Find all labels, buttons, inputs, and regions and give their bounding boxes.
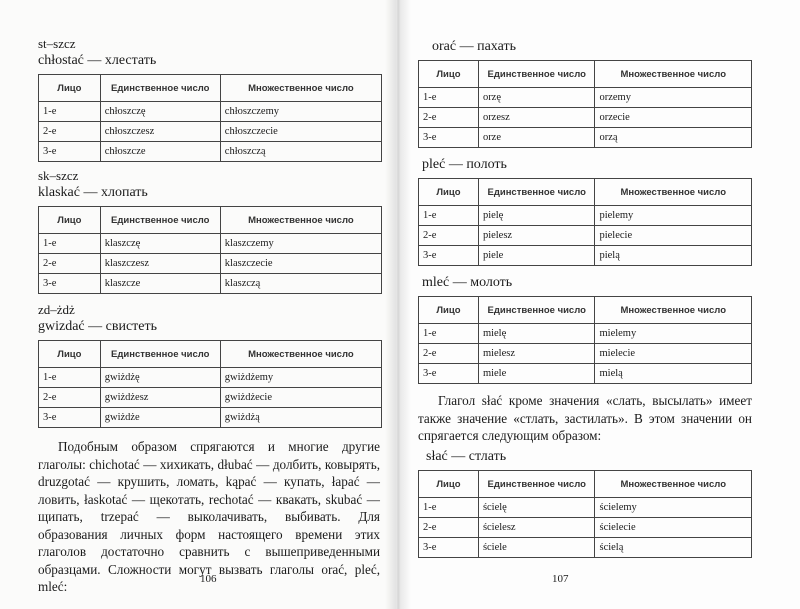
person-cell: 1-е <box>39 234 101 254</box>
plural-cell: pielą <box>595 246 752 266</box>
singular-cell: mielę <box>478 324 595 344</box>
conjugation-table <box>418 296 752 384</box>
conjugation-section <box>418 156 752 266</box>
header-person: Лицо <box>39 207 101 234</box>
conjugation-section <box>38 302 382 428</box>
table-header-row <box>419 179 752 206</box>
person-cell: 3-е <box>419 246 479 266</box>
person-cell: 1-е <box>419 498 479 518</box>
singular-cell: orzę <box>478 88 595 108</box>
header-person: Лицо <box>419 179 479 206</box>
table-row <box>419 324 752 344</box>
plural-cell: gwiżdżą <box>220 408 381 428</box>
header-singular: Единственное число <box>478 179 595 206</box>
table-header-row <box>39 207 382 234</box>
body-paragraph <box>418 392 752 445</box>
table-row <box>419 518 752 538</box>
table-row <box>419 88 752 108</box>
conjugation-table <box>418 60 752 148</box>
conjugation-table <box>38 74 382 162</box>
verb-heading: słać — стлать <box>426 449 507 464</box>
person-cell: 1-е <box>419 88 479 108</box>
verb-heading: mleć — молоть <box>422 275 513 290</box>
person-cell: 2-е <box>39 388 101 408</box>
table-header-row <box>419 471 752 498</box>
plural-cell: orzecie <box>595 108 752 128</box>
table-row <box>39 368 382 388</box>
singular-cell: gwiżdżę <box>100 368 220 388</box>
singular-cell: piele <box>478 246 595 266</box>
table-row <box>419 206 752 226</box>
verb-heading: klaskać — хлопать <box>38 185 148 200</box>
person-cell: 3-е <box>39 274 101 294</box>
plural-cell: orzą <box>595 128 752 148</box>
conjugation-table <box>418 470 752 558</box>
singular-cell: chłoszczesz <box>100 122 220 142</box>
conjugation-section <box>418 274 752 384</box>
table-row <box>39 142 382 162</box>
table-row <box>39 388 382 408</box>
person-cell: 3-е <box>419 538 479 558</box>
conjugation-table <box>38 340 382 428</box>
person-cell: 1-е <box>39 368 101 388</box>
body-paragraph <box>38 438 380 596</box>
verb-heading: chłostać — хлестать <box>38 53 157 68</box>
singular-cell: ściele <box>478 538 595 558</box>
conjugation-section <box>38 36 382 162</box>
plural-cell: orzemy <box>595 88 752 108</box>
alternation-label: zd–żdż <box>38 302 75 317</box>
alternation-label: st–szcz <box>38 36 76 51</box>
plural-cell: chłoszczecie <box>220 122 381 142</box>
person-cell: 3-е <box>419 128 479 148</box>
person-cell: 3-е <box>419 364 479 384</box>
header-plural: Множественное число <box>595 297 752 324</box>
page-number: 106 <box>200 573 217 585</box>
person-cell: 2-е <box>39 254 101 274</box>
table-row <box>419 108 752 128</box>
singular-cell: klaszczę <box>100 234 220 254</box>
singular-cell: gwiżdże <box>100 408 220 428</box>
header-plural: Множественное число <box>220 341 381 368</box>
paragraph-text: Подобным образом спрягаются и многие другие глаголы: chichotać — хихикать, dłubać — долбить, ковырять, druzgotać — крушить, ломать, kąpać — купать, łapać — ловить, łaskotać — щекотать, rechotać — квакать, skubać — щипать, trzepać — выколачивать, выбивать. Для образования личных форм настоящего времени этих глаголов достаточно сравнить с вышеприведенными образцами. Сложности могут вызвать глаголы orać, pleć, mleć: <box>38 439 380 594</box>
table-row <box>39 274 382 294</box>
person-cell: 3-е <box>39 408 101 428</box>
plural-cell: gwiżdżemy <box>220 368 381 388</box>
header-person: Лицо <box>419 471 479 498</box>
plural-cell: klaszczemy <box>220 234 381 254</box>
header-person: Лицо <box>419 297 479 324</box>
person-cell: 1-е <box>419 324 479 344</box>
singular-cell: chłoszczę <box>100 102 220 122</box>
header-singular: Единственное число <box>478 61 595 88</box>
paragraph-text: Глагол słać кроме значения «слать, высылать» имеет также значение «стлать, застилать». В этом значении он спрягается следующим образом: <box>418 393 752 443</box>
conjugation-section <box>418 448 752 558</box>
header-singular: Единственное число <box>478 297 595 324</box>
conjugation-section <box>418 38 752 148</box>
table-row <box>39 234 382 254</box>
table-row <box>39 254 382 274</box>
plural-cell: pielemy <box>595 206 752 226</box>
header-plural: Множественное число <box>595 471 752 498</box>
table-row <box>39 122 382 142</box>
alternation-label: sk–szcz <box>38 168 79 183</box>
header-singular: Единственное число <box>478 471 595 498</box>
plural-cell: mielemy <box>595 324 752 344</box>
plural-cell: mielą <box>595 364 752 384</box>
person-cell: 2-е <box>419 226 479 246</box>
table-row <box>419 498 752 518</box>
header-plural: Множественное число <box>220 207 381 234</box>
plural-cell: gwiżdżecie <box>220 388 381 408</box>
table-row <box>419 364 752 384</box>
plural-cell: mielecie <box>595 344 752 364</box>
header-singular: Единственное число <box>100 207 220 234</box>
header-plural: Множественное число <box>220 75 381 102</box>
header-plural: Множественное число <box>595 179 752 206</box>
singular-cell: pielę <box>478 206 595 226</box>
conjugation-table <box>418 178 752 266</box>
plural-cell: chłoszczemy <box>220 102 381 122</box>
table-header-row <box>39 75 382 102</box>
singular-cell: mielesz <box>478 344 595 364</box>
plural-cell: ścielą <box>595 538 752 558</box>
table-row <box>419 538 752 558</box>
table-header-row <box>39 341 382 368</box>
table-row <box>419 226 752 246</box>
plural-cell: ścielemy <box>595 498 752 518</box>
person-cell: 2-е <box>39 122 101 142</box>
plural-cell: chłoszczą <box>220 142 381 162</box>
person-cell: 1-е <box>39 102 101 122</box>
verb-heading: gwizdać — свистеть <box>38 319 158 334</box>
table-header-row <box>419 61 752 88</box>
header-person: Лицо <box>39 341 101 368</box>
plural-cell: klaszczą <box>220 274 381 294</box>
left-page <box>0 0 396 609</box>
singular-cell: klaszczesz <box>100 254 220 274</box>
person-cell: 2-е <box>419 108 479 128</box>
person-cell: 2-е <box>419 518 479 538</box>
singular-cell: pielesz <box>478 226 595 246</box>
header-singular: Единственное число <box>100 341 220 368</box>
header-person: Лицо <box>39 75 101 102</box>
singular-cell: gwiżdżesz <box>100 388 220 408</box>
plural-cell: klaszczecie <box>220 254 381 274</box>
plural-cell: pielecie <box>595 226 752 246</box>
table-row <box>39 408 382 428</box>
singular-cell: ścielę <box>478 498 595 518</box>
table-header-row <box>419 297 752 324</box>
person-cell: 2-е <box>419 344 479 364</box>
person-cell: 1-е <box>419 206 479 226</box>
verb-heading: pleć — полоть <box>422 157 507 172</box>
conjugation-section <box>38 168 382 294</box>
plural-cell: ścielecie <box>595 518 752 538</box>
singular-cell: ścielesz <box>478 518 595 538</box>
singular-cell: klaszcze <box>100 274 220 294</box>
verb-heading: orać — пахать <box>432 39 516 54</box>
header-person: Лицо <box>419 61 479 88</box>
singular-cell: miele <box>478 364 595 384</box>
header-plural: Множественное число <box>595 61 752 88</box>
person-cell: 3-е <box>39 142 101 162</box>
singular-cell: orzesz <box>478 108 595 128</box>
page-number: 107 <box>552 573 569 585</box>
singular-cell: chłoszcze <box>100 142 220 162</box>
table-row <box>419 246 752 266</box>
singular-cell: orze <box>478 128 595 148</box>
conjugation-table <box>38 206 382 294</box>
header-singular: Единственное число <box>100 75 220 102</box>
table-row <box>419 128 752 148</box>
table-row <box>39 102 382 122</box>
right-page <box>398 0 800 609</box>
table-row <box>419 344 752 364</box>
